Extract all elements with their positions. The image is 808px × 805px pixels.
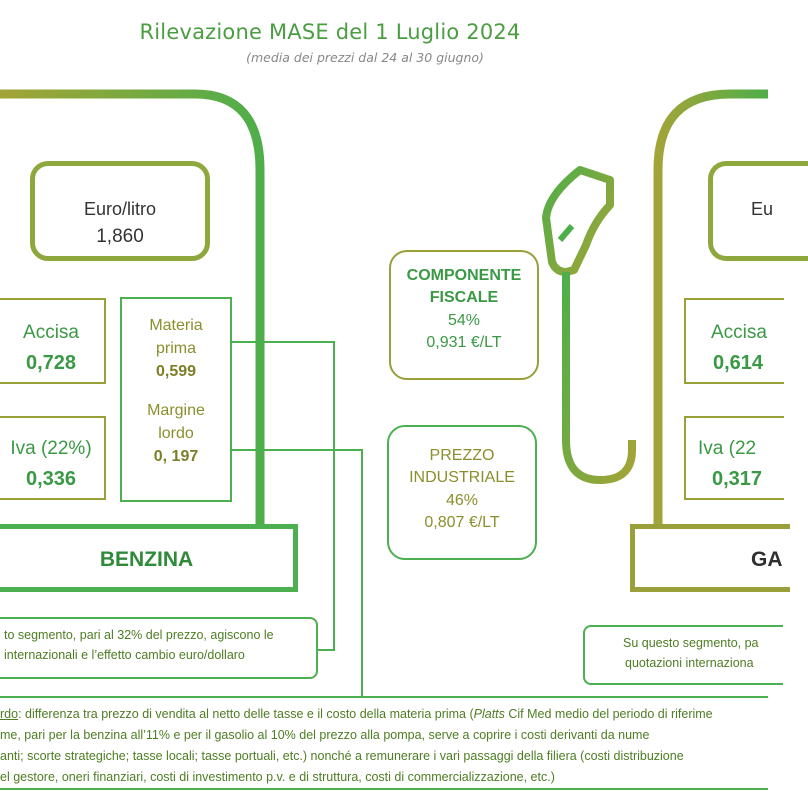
footnote-term: rdo [0, 707, 19, 721]
connector-line-1 [232, 342, 334, 650]
fiscale-line1: COMPONENTE [406, 267, 522, 284]
componente-fiscale-box [389, 250, 539, 380]
benzina-iva-box [0, 416, 106, 500]
footnote-line1-text: : differenza tra prezzo di vendita al netto delle tasse e il costo della materia prima ( [18, 707, 474, 721]
benzina-note-line2: internazionali e l’effetto cambio euro/dollaro [4, 648, 245, 662]
gasolio-base [630, 524, 790, 592]
benzina-accisa-value: 0,728 [25, 352, 77, 374]
nozzle-icon [546, 170, 610, 272]
page-subtitle: (media dei prezzi dal 24 al 30 giugno) [246, 50, 484, 65]
footnote-line4: el gestore, oneri finanziari, costi di investimento p.v. e di struttura, costi di commercializzazione, etc.) [0, 770, 555, 784]
gasolio-accisa-box [684, 298, 784, 384]
benzina-materia-value: 0,599 [155, 363, 197, 380]
benzina-materia-label-2: prima [155, 340, 196, 357]
gasolio-euro-litro-label: Eu [751, 199, 774, 219]
gasolio-iva-value: 0,317 [712, 468, 763, 490]
gasolio-price-box [708, 161, 808, 261]
benzina-note [0, 617, 318, 679]
gasolio-accisa-label: Accisa [711, 322, 767, 343]
industriale-pct: 46% [445, 492, 479, 509]
benzina-margine-label-2: lordo [158, 425, 194, 442]
benzina-name: BENZINA [99, 548, 194, 571]
prezzo-industriale-box [387, 425, 537, 560]
gasolio-note-line2: quotazioni internaziona [625, 656, 754, 670]
footnote-platts: Platts [473, 707, 505, 721]
benzina-industriale-box [120, 297, 232, 502]
benzina-margine-label-1: Margine [147, 402, 205, 419]
footnote-line2: me, pari per la benzina all’11% e per il gasolio al 10% del prezzo alla pompa, serve a coprire i costi derivanti da nume [0, 728, 650, 742]
footnote [0, 704, 768, 788]
footnote-line1 [0, 704, 768, 725]
gasolio-note [583, 625, 783, 685]
benzina-accisa-label: Accisa [23, 322, 79, 343]
benzina-euro-litro-value: 1,860 [96, 226, 144, 247]
page-title: Rilevazione MASE del 1 Luglio 2024 [139, 20, 521, 44]
fiscale-value: 0,931 €/LT [426, 334, 502, 351]
fiscale-pct: 54% [447, 312, 481, 329]
fiscale-line2: FISCALE [429, 289, 499, 306]
benzina-note-line1: to segmento, pari al 32% del prezzo, agiscono le [4, 628, 274, 642]
industriale-line1: PREZZO [429, 447, 495, 464]
benzina-iva-label: Iva (22%) [10, 438, 92, 459]
benzina-euro-litro-label: Euro/litro [83, 199, 157, 219]
industriale-value: 0,807 €/LT [424, 514, 500, 531]
gasolio-iva-label: Iva (22 [698, 438, 757, 459]
hose [566, 272, 632, 480]
benzina-base [0, 524, 298, 592]
gasolio-name: GA [751, 548, 783, 571]
industriale-line2: INDUSTRIALE [409, 469, 515, 486]
benzina-iva-value: 0,336 [25, 468, 77, 490]
benzina-materia-label-1: Materia [149, 317, 203, 334]
footnote-line1b-text: Cif Med medio del periodo di riferime [504, 707, 713, 721]
benzina-price-box [30, 161, 210, 261]
gasolio-note-line1: Su questo segmento, pa [623, 636, 759, 650]
gasolio-accisa-value: 0,614 [713, 352, 764, 374]
footnote-line3: anti; scorte strategiche; tasse locali; tasse portuali, etc.) nonché a remunerare i vari passaggi della filiera (costi distribuzione [0, 749, 684, 763]
benzina-margine-value: 0, 197 [153, 448, 199, 465]
benzina-accisa-box [0, 298, 106, 384]
gasolio-iva-box [684, 416, 784, 500]
